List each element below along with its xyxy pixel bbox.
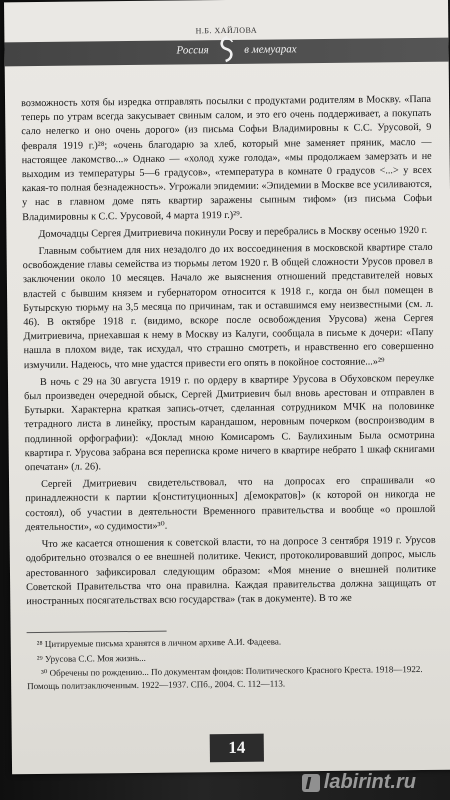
paragraph: Домочадцы Сергея Дмитриевича покинули Росву и перебрались в Москву осенью 1920 г. <box>38 224 428 240</box>
watermark-logo-icon <box>302 774 320 792</box>
series-title-right: в мемуарах <box>244 43 297 56</box>
book-page <box>4 0 450 774</box>
footnotes <box>27 634 440 694</box>
series-title-left: Россия <box>176 44 209 57</box>
footnote: ³⁰ Обречены по рождению... По документам фондов: Политического Красного Креста. 1918—1922. Помощь политзаключенным. 1922—1937. СПб., 2004. С. 112—113. <box>27 663 423 691</box>
watermark <box>302 771 416 794</box>
series-banner <box>4 38 448 67</box>
paragraph: В ночь с 29 на 30 августа 1919 г. по ордеру в квартире Урусова в Обуховском переулке был произведен очередной обыск, Сергей Дмитриевич был вновь арестован и отправлен в Бутырки. Характерна краткая запись-отчет, сделанная сотрудником МЧК на половинке тетрадного листа в линейку, простым карандашом, неровным почерком (воспроизводим в подлинной орфографии): «Доклад мною Комисаромъ С. Баулихиным Была осмотрина квартира г. Урусова забрана вся переписка кроме ничего в квартире небрато 1 шкаф скнигами опечатан» (л. 26). <box>24 372 435 474</box>
author-name: Н.Б. ХАЙЛОВА <box>195 25 258 36</box>
paragraph: Что же касается отношения к советской власти, то на допросе 3 сентября 1919 г. Урусов одобрительно отозвался о ее внешней политике. Чекист, протоколировавший допрос, мысль арестованного зафиксировал следующим образом: «Моя мнение о внешней политике Советской Правительства что она правилна. Каждая правительства должна защищать от иностранных посягательствах всю государства» (так в документе). В то же <box>25 534 437 608</box>
footnote: ²⁹ Урусова С.С. Моя жизнь... <box>36 652 146 664</box>
paragraph: Сергей Дмитриевич свидетельствовал, что на допросах его спрашивали «о принадлежности к партии к[онституционных] д[емократов]» (к которой он никогда не состоял), об участии в деятельности Временного правительства и вообще «о прошлой деятельности», «о судимости»³⁰. <box>25 475 436 534</box>
paragraph: возможность хотя бы изредка отправлять посылки с продуктами родителям в Москву. «Папа теперь по утрам всегда закусывает свиным салом, и это его очень поддерживает, а покупать сало нелегко и оно очень дорого» (из письма Софьи Владимировны к С.С. Урусовой, 9 февраля 1919 г.)²⁸; «очень благодарю за хлеб, который мне заменяет пряник, масло — настоящее лакомство...» Однако — «холод хуже голода», «мы продолжаем замерзать и не выходим из температуры 5—6 градусов», «температура в комнате 0 градусов <...> у всех какая-то полная безнадежность». Угрожали эпидемии: «Эпидемии в Москве все усиливаются, у нас в главном доме пять квартир заражены сыпным тифом» (из письма Софьи Владимировны к С.С. Урусовой, 4 марта 1919 г.)²⁹. <box>21 93 433 223</box>
main-text <box>21 93 436 612</box>
footnote-divider <box>27 631 167 633</box>
paragraph: Главным событием для них незадолго до их воссоединения в московской квартире стало освобождение главы семейства из тюрьмы летом 1920 г. В общей сложности Урусов провел в заключении около 10 месяцев. Начало же выяснения отношений представителей новых властей с бывшим князем и губернатором относится к 1918 г., когда он был помещен в Бутырскую тюрьму на 3,5 месяца по причинам, так и оставшимся ему неизвестными (см. л. 46). В октябре 1918 г. (видимо, вскоре после освобождения Урусова) жена Сергея Дмитриевича, приехавшая к нему в Москву из Калуги, сообщала в письме к дочери: «Папу нашла в плохом виде, так исхудал, что страшно смотреть, и нравственно его совершенно измучили. Надеюсь, что мне удастся привести его опять в покойное состояние...»²⁹ <box>22 241 434 371</box>
running-header <box>4 0 449 72</box>
series-logo-icon <box>214 35 240 63</box>
footnote: ²⁸ Цитируемые письма хранятся в личном архиве А.И. Фадеева. <box>36 636 282 650</box>
page-number: 14 <box>210 734 264 763</box>
watermark-text: labirint.ru <box>323 771 416 793</box>
